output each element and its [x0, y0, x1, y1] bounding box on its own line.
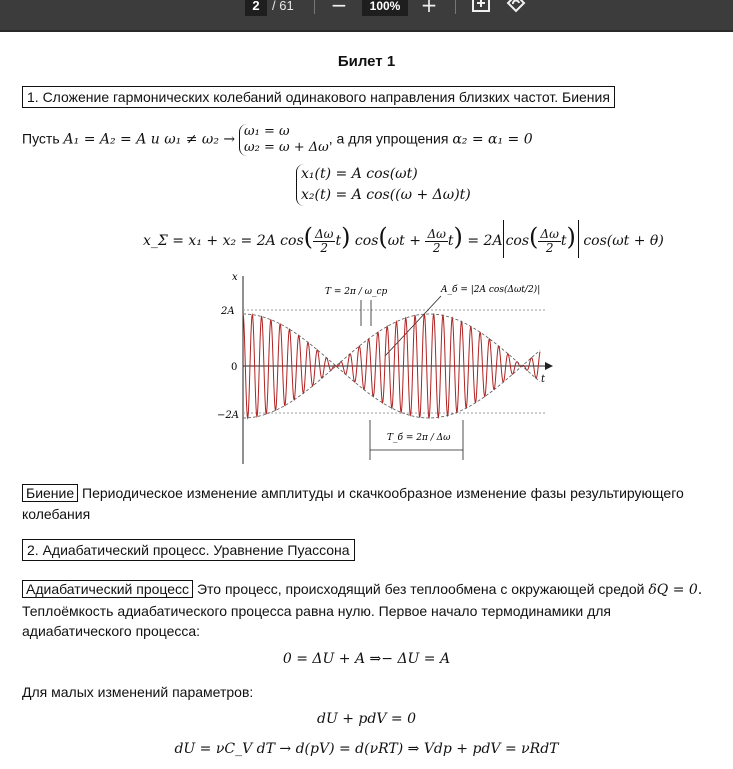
- abs-term: cos( $\frac{\Delta\omega}{2}$ t): [503, 220, 579, 258]
- frac-den: 2: [545, 240, 554, 255]
- sum-eq: = 2A: [467, 233, 503, 249]
- sys-line-1: ω₁ = ω: [244, 124, 290, 139]
- adiabatic-line-3: адиабатического процесса:: [22, 623, 201, 639]
- q1-intro: [22, 124, 533, 156]
- page-title: Билет 1: [337, 53, 396, 70]
- intro-condition: A₁ = A₂ = A и ω₁ ≠ ω₂ →: [63, 131, 236, 148]
- frequency-system: [239, 124, 329, 156]
- adiabatic-definition: [22, 579, 702, 600]
- t-axis-label: t: [541, 374, 546, 385]
- adiabatic-term: Адиабатический процесс: [22, 580, 193, 598]
- oscillations-system: [296, 164, 471, 206]
- tick-zero: 0: [231, 362, 238, 373]
- first-law-equation: 0 = ΔU + A ⇒− ΔU = A: [282, 651, 451, 667]
- frac-den: 2: [320, 240, 329, 255]
- y-axis-label: x: [232, 272, 238, 283]
- t-axis-arrow: [545, 362, 553, 370]
- question-1-heading: 1. Сложение гармонических колебаний одинакового направления близких частот. Биения: [22, 86, 615, 108]
- tick-minus-2a: −2A: [217, 410, 239, 421]
- du-expanded-equation: dU = νC_V dT → d(pV) = d(νRT) ⇒ Vdp + pdV = νRdT: [174, 741, 559, 757]
- beat-def-line-1: Периодическое изменение амплитуды и скачкообразное изменение фазы результирующего: [82, 485, 684, 501]
- toolbar-divider: [314, 0, 315, 14]
- zoom-level-input[interactable]: 100%: [362, 0, 408, 16]
- rotate-icon[interactable]: [505, 0, 527, 19]
- sum-mid: cos: [354, 233, 379, 249]
- eq-x1: x₁(t) = A cos(ωt): [301, 166, 418, 182]
- du-equation: dU + pdV = 0: [317, 711, 416, 727]
- sum-left: x_Σ = x₁ + x₂ = 2A cos: [143, 233, 304, 249]
- sum-end: cos(ωt + θ): [583, 233, 664, 249]
- intro-suffix: , а для упрощения: [328, 130, 449, 147]
- adiabatic-formula: δQ = 0.: [648, 582, 703, 598]
- beat-term: Биение: [22, 484, 78, 502]
- adiabatic-line-2: Теплоёмкость адиабатического процесса равна нулю. Первое начало термодинамики для: [22, 603, 611, 619]
- frac-num: Δω: [315, 226, 334, 241]
- pdf-page: [0, 32, 733, 769]
- tick-2a: 2A: [221, 306, 235, 317]
- beat-period-label: T_б = 2π / Δω: [387, 433, 451, 443]
- toolbar-divider: [455, 0, 456, 14]
- beat-def-line-2: колебания: [22, 506, 91, 522]
- period-label: T = 2π / ω_ср: [325, 287, 388, 297]
- zoom-out-button[interactable]: −: [330, 0, 348, 17]
- frac-num: Δω: [427, 226, 446, 241]
- page-number-input[interactable]: 2: [245, 0, 267, 16]
- fit-page-icon[interactable]: [470, 0, 492, 19]
- small-changes-label: Для малых изменений параметров:: [22, 684, 254, 700]
- amplitude-label: A_б = |2A cos(Δωt/2)|: [441, 285, 541, 295]
- fraction-dw-2c: [538, 228, 560, 255]
- beat-definition: [22, 483, 684, 503]
- frac-den: 2: [432, 240, 441, 255]
- fraction-dw-2b: [425, 228, 447, 255]
- adiabatic-def-line-1: Это процесс, происходящий без теплообмена с окружающей средой: [196, 581, 645, 597]
- intro-prefix: Пусть: [22, 130, 60, 147]
- intro-alpha: α₂ = α₁ = 0: [452, 131, 533, 148]
- page-total: / 61: [272, 0, 294, 13]
- question-2-heading: 2. Адиабатический процесс. Уравнение Пуассона: [22, 539, 355, 561]
- x-system: [296, 164, 471, 206]
- beat-waveform-figure: [215, 270, 555, 466]
- frac-num: Δω: [540, 226, 559, 241]
- zoom-in-button[interactable]: +: [420, 0, 438, 17]
- sys-line-2: ω₂ = ω + Δω: [244, 140, 329, 155]
- fraction-dw-2: [313, 228, 335, 255]
- sum-equation: x_Σ = x₁ + x₂ = 2A cos( $\frac{\Delta\omega}{2}$ t) cos(ωt + $\frac{\Delta\omega}{2}$ t) = 2A cos( $\frac{\Delta\omega}{2}$ t) cos(ωt + θ): [143, 220, 664, 258]
- eq-x2: x₂(t) = A cos((ω + Δω)t): [301, 187, 471, 203]
- pdf-toolbar: [0, 0, 733, 32]
